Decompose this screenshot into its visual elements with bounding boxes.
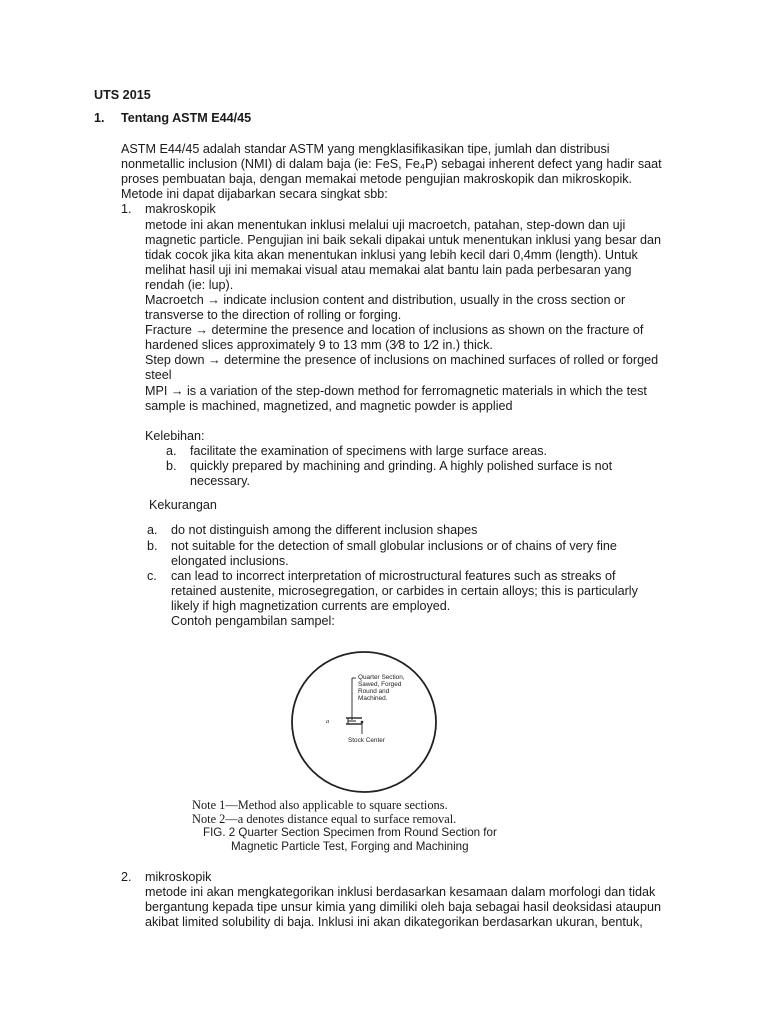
figure-label: Sawed, Forged bbox=[358, 681, 402, 688]
intro-line: nonmetallic inclusion (NMI) di dalam baja (ie: FeS, Fe₄P) sebagai inherent defect yang hadir saat bbox=[121, 157, 662, 171]
kekurangan-marker: c. bbox=[147, 569, 157, 583]
sub2-title: mikroskopik bbox=[145, 870, 212, 884]
document-header: UTS 2015 bbox=[94, 88, 151, 102]
sub1-body-line: transverse to the direction of rolling or forging. bbox=[145, 308, 402, 322]
kekurangan-item-line: can lead to incorrect interpretation of microstructural features such as streaks of bbox=[171, 569, 616, 583]
sub1-body-line: rendah (ie: lup). bbox=[145, 278, 234, 292]
kelebihan-marker: b. bbox=[166, 459, 177, 473]
q1-title: Tentang ASTM E44/45 bbox=[121, 111, 252, 125]
sub2-body-line: metode ini akan mengkategorikan inklusi berdasarkan kesamaan dalam morfologi dan tidak bbox=[145, 885, 656, 899]
sub1-title: makroskopik bbox=[145, 202, 216, 216]
intro-line: ASTM E44/45 adalah standar ASTM yang mengklasifikasikan tipe, jumlah dan distribusi bbox=[121, 142, 610, 156]
figure-label: Quarter Section, bbox=[358, 674, 405, 681]
q1-number: 1. bbox=[94, 111, 105, 125]
kelebihan-item-line: necessary. bbox=[190, 474, 250, 488]
sub1-body-line: Step down → determine the presence of inclusions on machined surfaces of rolled or forged bbox=[145, 353, 659, 367]
sub1-body-line: Macroetch → indicate inclusion content and distribution, usually in the cross section or bbox=[145, 293, 626, 307]
figure-note: Note 1—Method also applicable to square sections. bbox=[192, 798, 448, 812]
kekurangan-item-line: not suitable for the detection of small globular inclusions or of chains of very fine bbox=[171, 539, 617, 553]
sub1-body-line: sample is machined, magnetized, and magnetic powder is applied bbox=[145, 399, 513, 413]
round-section-circle bbox=[292, 652, 436, 792]
kelebihan-heading: Kelebihan: bbox=[145, 429, 205, 443]
kekurangan-item-line: likely if high magnetization currents are employed. bbox=[171, 599, 451, 613]
kekurangan-item-line: retained austenite, microsegregation, or carbides in certain alloys; this is particularly bbox=[171, 584, 638, 598]
kekurangan-item-line: elongated inclusions. bbox=[171, 554, 289, 568]
sub2-body-line: bergantung kepada tipe unsur kimia yang dimiliki oleh baja sebagai hasil deoksidasi ataupun bbox=[145, 900, 661, 914]
quarter-section-figure bbox=[286, 648, 442, 796]
sub2-number: 2. bbox=[121, 870, 132, 884]
figure-label: Machined. bbox=[358, 695, 388, 702]
sub1-body-line: magnetic particle. Pengujian ini baik sekali dipakai untuk menentukan inklusi yang besar dan bbox=[145, 233, 661, 247]
sub1-body-line: Fracture → determine the presence and location of inclusions as shown on the fracture of bbox=[145, 323, 644, 337]
kelebihan-marker: a. bbox=[166, 444, 177, 458]
intro-line: proses pembuatan baja, dengan memakai metode pengujian makroskopik dan mikroskopik. bbox=[121, 172, 633, 186]
sub1-body-line: tidak cocok jika kita akan menentukan inklusi yang lebih kecil dari 0,4mm (length). Untuk bbox=[145, 248, 638, 262]
sub1-number: 1. bbox=[121, 202, 132, 216]
intro-line: Metode ini dapat dijabarkan secara singkat sbb: bbox=[121, 187, 388, 201]
kelebihan-item-line: quickly prepared by machining and grinding. A highly polished surface is not bbox=[190, 459, 613, 473]
sub1-body-line: MPI → is a variation of the step-down method for ferromagnetic materials in which the test bbox=[145, 384, 647, 398]
sub1-body-line: steel bbox=[145, 368, 172, 382]
sub1-body-line: melihat hasil uji ini memakai visual atau memakai alat bantu lain pada perbesaran yang bbox=[145, 263, 632, 277]
figure-note: Note 2—a denotes distance equal to surface removal. bbox=[192, 812, 457, 826]
stock-center-point bbox=[361, 721, 364, 724]
stock-center-label: Stock Center bbox=[348, 737, 385, 744]
contoh-label: Contoh pengambilan sampel: bbox=[171, 614, 335, 628]
figure-label: Round and bbox=[358, 688, 390, 695]
sub2-body-line: akibat limited solubility di baja. Inklusi ini akan dikategorikan berdasarkan ukuran, bentuk, bbox=[145, 915, 643, 929]
kelebihan-item-line: facilitate the examination of specimens with large surface areas. bbox=[190, 444, 548, 458]
kekurangan-marker: b. bbox=[147, 539, 158, 553]
a-label: a bbox=[326, 718, 330, 725]
kekurangan-item-line: do not distinguish among the different inclusion shapes bbox=[171, 523, 478, 537]
sub1-body-line: metode ini akan menentukan inklusi melalui uji macroetch, patahan, step-down dan uji bbox=[145, 218, 626, 232]
kekurangan-heading: Kekurangan bbox=[149, 498, 217, 512]
kekurangan-marker: a. bbox=[147, 523, 158, 537]
figure-caption: FIG. 2 Quarter Section Specimen from Round Section for bbox=[203, 826, 497, 839]
sub1-body-line: hardened slices approximately 9 to 13 mm (3⁄8 to 1⁄2 in.) thick. bbox=[145, 338, 493, 352]
figure-caption: Magnetic Particle Test, Forging and Machining bbox=[231, 840, 469, 853]
